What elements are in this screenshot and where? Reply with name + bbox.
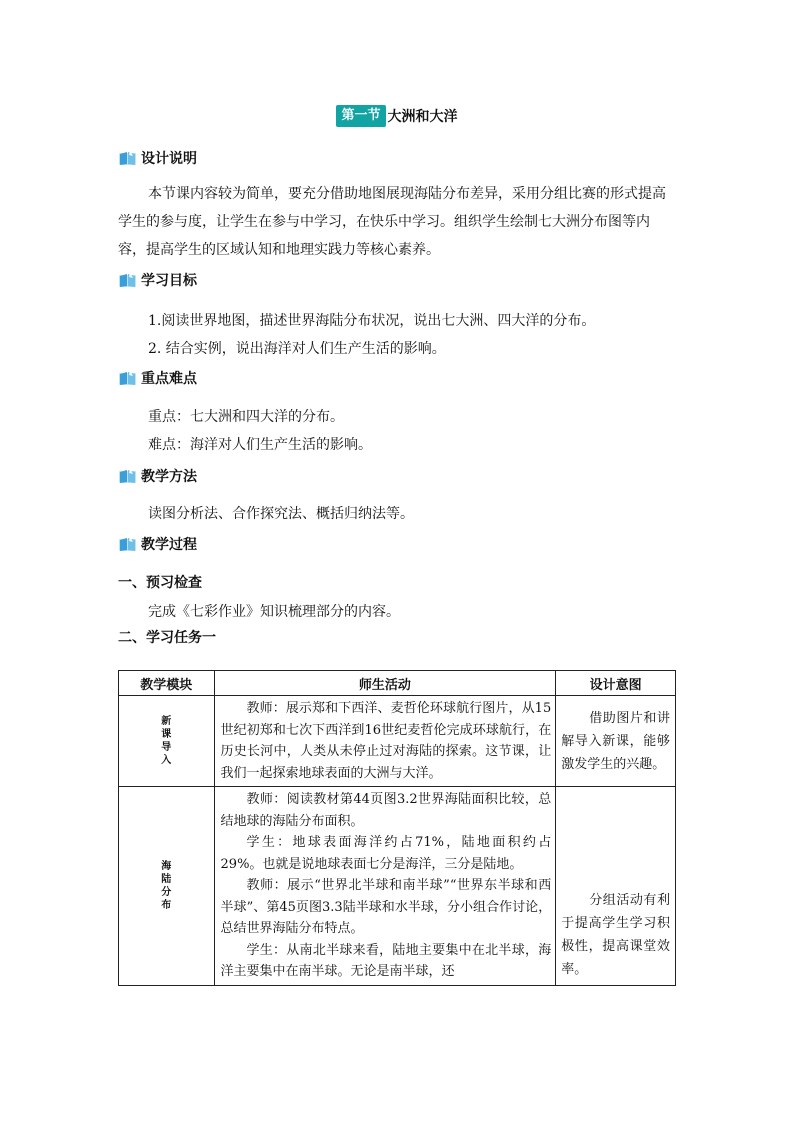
table-header-row	[119, 671, 676, 696]
activity-text: 学生：地球表面海洋约占71%，陆地面积约占29%。也就是说地球表面七分是海洋，三分是陆地。	[220, 835, 552, 872]
section-label: 学习目标	[141, 273, 197, 289]
section-badge: 第一节	[336, 105, 385, 127]
activity-cell	[214, 787, 556, 986]
lesson-table	[118, 670, 676, 986]
section-heading-keys	[118, 368, 197, 388]
table-header: 师生活动	[214, 671, 556, 696]
table-header: 教学模块	[119, 671, 215, 696]
methods-text: 读图分析法、合作探究法、概括归纳法等。	[148, 506, 414, 522]
table-row	[119, 696, 676, 787]
module-cell: 海 陆 分 布	[119, 787, 215, 986]
activity-cell	[214, 696, 556, 787]
book-icon	[118, 369, 138, 387]
section-label: 设计说明	[141, 151, 197, 167]
title-text: 大洲和大洋	[387, 109, 458, 125]
design-paragraph: 本节课内容较为简单，要充分借助地图展现海陆分布差异，采用分组比赛的形式提高学生的参与度，让学生在参与中学习，在快乐中学习。组织学生绘制七大洲分布图等内容，提高学生的区域认知和地理实践力等核心素养。	[118, 186, 666, 258]
section-heading-design	[118, 148, 197, 168]
activity-text: 教师：展示郑和下西洋、麦哲伦环球航行图片，从15世纪初郑和七次下西洋到16世纪麦哲伦完成环球航行，在历史长河中，人类从未停止过对海陆的探索。这节课，让我们一起探索地球表面的大洲与大洋。	[220, 701, 552, 781]
key-point: 重点：七大洲和四大洋的分布。	[148, 409, 344, 425]
lesson-title	[0, 104, 794, 127]
section-label: 教学过程	[141, 537, 197, 553]
step-heading: 二、学习任务一	[118, 630, 216, 646]
module-cell: 新 课 导 入	[119, 696, 215, 787]
table-header: 设计意图	[556, 671, 676, 696]
goal-item: 2. 结合实例，说出海洋对人们生产生活的影响。	[148, 341, 446, 357]
section-heading-goals	[118, 270, 197, 290]
activity-text: 学生：从南北半球来看，陆地主要集中在北半球，海洋主要集中在南半球。无论是南半球，还	[220, 942, 552, 979]
book-icon	[118, 467, 138, 485]
step-text: 完成《七彩作业》知识梳理部分的内容。	[148, 604, 400, 620]
activity-text: 教师：展示“世界北半球和南半球”“世界东半球和西半球”、第45页图3.3陆半球和水半球，分小组合作讨论，总结世界海陆分布特点。	[220, 878, 552, 936]
activity-text: 教师：阅读教材第44页图3.2世界海陆面积比较，总结地球的海陆分布面积。	[220, 792, 552, 829]
intent-cell	[556, 696, 676, 787]
goal-item: 1.阅读世界地图，描述世界海陆分布状况，说出七大洲、四大洋的分布。	[148, 313, 596, 329]
section-heading-methods	[118, 466, 197, 486]
intent-text: 分组活动有利于提高学生学习积极性，提高课堂效率。	[561, 892, 670, 977]
book-icon	[118, 535, 138, 553]
section-label: 教学方法	[141, 469, 197, 485]
section-label: 重点难点	[141, 371, 197, 387]
table-row	[119, 787, 676, 986]
intent-text: 借助图片和讲解导入新课，能够激发学生的兴趣。	[561, 710, 670, 772]
difficulty-point: 难点：海洋对人们生产生活的影响。	[148, 437, 372, 453]
book-icon	[118, 271, 138, 289]
intent-cell	[556, 787, 676, 986]
section-heading-process	[118, 534, 197, 554]
book-icon	[118, 149, 138, 167]
step-heading: 一、预习检查	[118, 575, 202, 591]
